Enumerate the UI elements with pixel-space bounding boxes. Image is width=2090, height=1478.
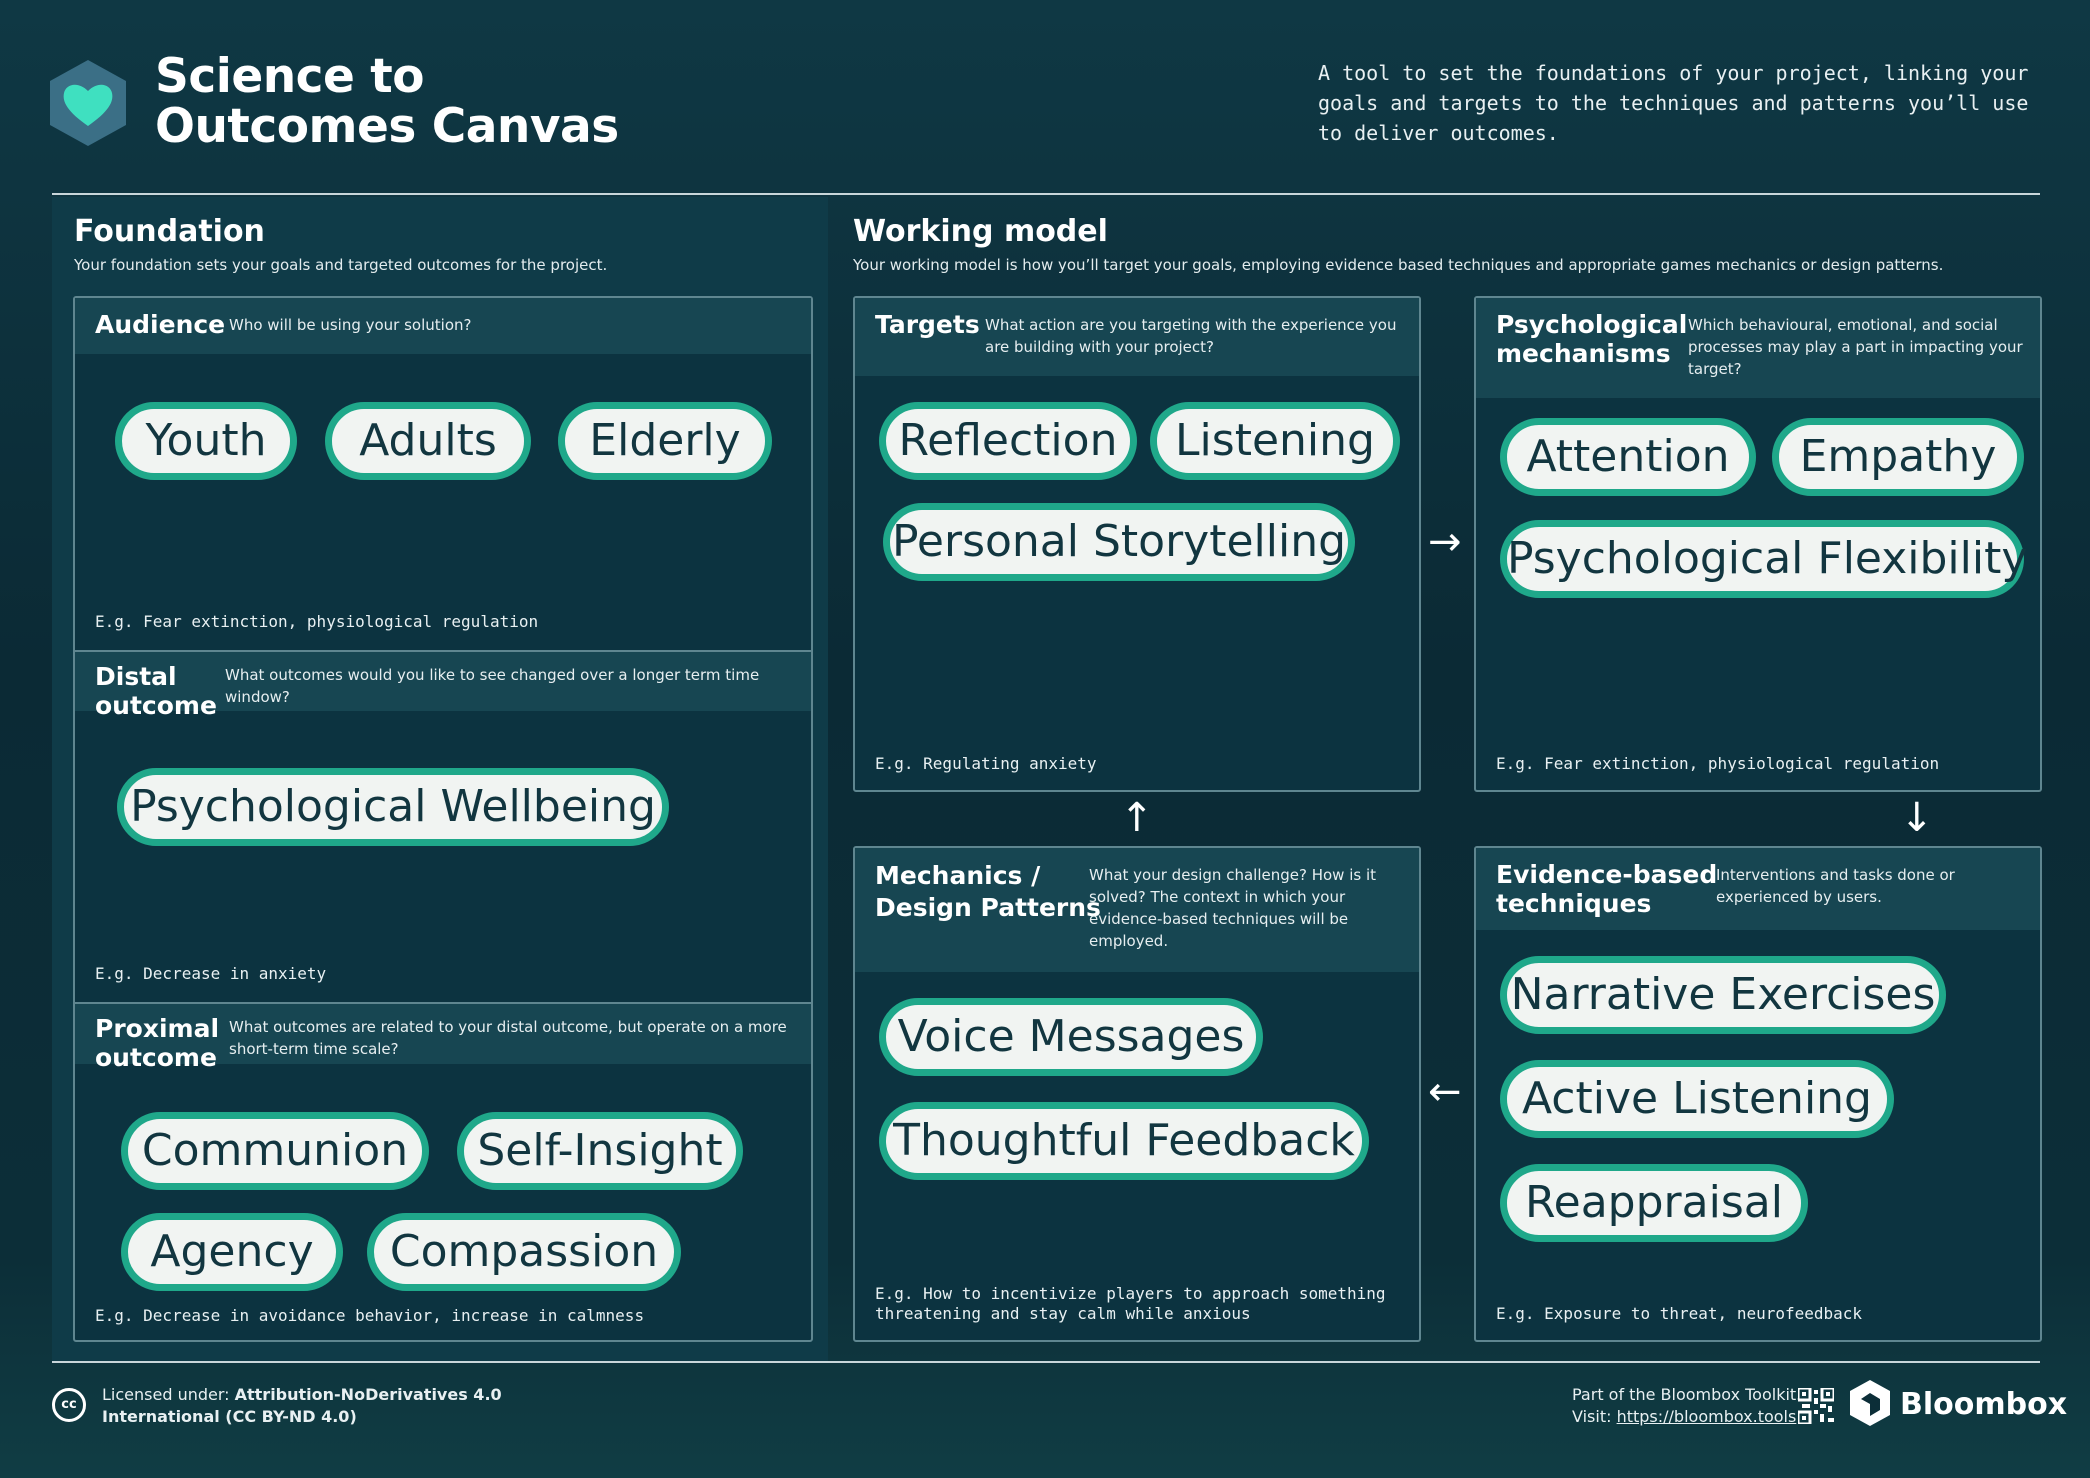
arrow-left-icon: ← [1428, 1069, 1462, 1115]
audience-header [75, 298, 811, 354]
audience-title: Audience [95, 310, 226, 339]
heart-hexagon-logo-icon [50, 60, 126, 146]
distal-question: What outcomes would you like to see changed over a longer term time window? [225, 666, 760, 706]
mechanics-title: Mechanics / Design Patterns [875, 861, 1101, 922]
foundation-title: Foundation [74, 214, 265, 249]
mechanics-header [855, 848, 1419, 972]
techniques-pill: Active Listening [1500, 1060, 1894, 1138]
intro-text: A tool to set the foundations of your project, linking your goals and targets to the techniques and patterns you’ll use to deliver outcomes. [1318, 61, 2029, 145]
toolkit-text: Part of the Bloombox Toolkit. Visit: https://bloombox.tools [1572, 1385, 1802, 1426]
arrow-down-icon: ↓ [1900, 795, 1934, 841]
techniques-pill: Reappraisal [1500, 1164, 1808, 1242]
proximal-pill: Communion [121, 1112, 429, 1190]
proximal-example: E.g. Decrease in avoidance behavior, increase in calmness [95, 1306, 645, 1325]
proximal-title: Proximal outcome [95, 1014, 220, 1072]
audience-pill: Youth [115, 402, 297, 480]
targets-pill: Reflection [879, 402, 1137, 480]
arrow-up-icon: ↑ [1120, 795, 1154, 841]
proximal-pill: Agency [121, 1213, 343, 1291]
mechanics-box [853, 846, 1421, 1342]
header-divider [52, 193, 2040, 195]
audience-pill: Elderly [558, 402, 772, 480]
license-text: Licensed under: Attribution-NoDerivatives 4.0 International (CC BY-ND 4.0) [102, 1385, 502, 1426]
proximal-header [75, 1004, 811, 1072]
mechanisms-example: E.g. Fear extinction, physiological regulation [1496, 754, 1940, 773]
targets-header [855, 298, 1419, 376]
working-model-subtitle: Your working model is how you’ll target your goals, employing evidence based techniques and appropriate games mechanics or design patterns. [853, 256, 1944, 274]
mechanisms-pill: Empathy [1772, 418, 2024, 496]
techniques-title: Evidence-based techniques [1496, 860, 1718, 918]
bloombox-logo-icon [1850, 1380, 1890, 1426]
license-link[interactable]: Attribution-NoDerivatives 4.0 [234, 1385, 502, 1404]
working-model-title: Working model [853, 214, 1108, 249]
distal-title: Distal outcome [95, 662, 217, 720]
qr-code-icon [1798, 1388, 1834, 1424]
mechanics-pill: Thoughtful Feedback [879, 1102, 1369, 1180]
targets-title: Targets [875, 310, 980, 339]
proximal-pill: Self-Insight [457, 1112, 743, 1190]
foundation-subtitle: Your foundation sets your goals and targeted outcomes for the project. [74, 256, 608, 274]
bloombox-brand: Bloombox [1900, 1387, 2068, 1422]
mechanisms-title: Psychological mechanisms [1496, 310, 1688, 368]
techniques-pill: Narrative Exercises [1500, 956, 1946, 1034]
mechanisms-header [1476, 298, 2040, 398]
bloombox-link[interactable]: https://bloombox.tools [1616, 1407, 1797, 1426]
audience-question: Who will be using your solution? [229, 316, 472, 334]
proximal-pill: Compassion [367, 1213, 681, 1291]
mechanics-question: What your design challenge? How is it solved? The context in which your evidence-based techniques will be employed. [1089, 866, 1376, 950]
mechanisms-box [1474, 296, 2042, 792]
audience-pill: Adults [325, 402, 531, 480]
techniques-example: E.g. Exposure to threat, neurofeedback [1496, 1304, 1863, 1323]
targets-question: What action are you targeting with the experience you are building with your project? [985, 316, 1397, 356]
proximal-question: What outcomes are related to your distal outcome, but operate on a more short-term time scale? [229, 1018, 787, 1058]
distal-pill: Psychological Wellbeing [117, 768, 669, 846]
arrow-right-icon: → [1428, 519, 1462, 565]
mechanisms-pill: Attention [1500, 418, 1756, 496]
targets-pill: Personal Storytelling [883, 503, 1355, 581]
mechanics-example: E.g. How to incentivize players to approach something threatening and stay calm while anxious [875, 1284, 1386, 1323]
footer-divider [52, 1361, 2040, 1363]
foundation-box [73, 296, 813, 1342]
distal-header [75, 652, 811, 720]
creative-commons-icon: cc [52, 1388, 86, 1422]
techniques-box [1474, 846, 2042, 1342]
techniques-header [1476, 848, 2040, 930]
mechanisms-question: Which behavioural, emotional, and social processes may play a part in impacting your target? [1688, 316, 2023, 378]
audience-example: E.g. Fear extinction, physiological regulation [95, 612, 539, 631]
techniques-question: Interventions and tasks done or experienced by users. [1716, 866, 1955, 906]
targets-example: E.g. Regulating anxiety [875, 754, 1097, 773]
distal-example: E.g. Decrease in anxiety [95, 964, 327, 983]
mechanics-pill: Voice Messages [879, 998, 1263, 1076]
targets-box [853, 296, 1421, 792]
targets-pill: Listening [1150, 402, 1400, 480]
page-title: Science to Outcomes Canvas [155, 49, 619, 154]
mechanisms-pill: Psychological Flexibility [1500, 520, 2024, 598]
